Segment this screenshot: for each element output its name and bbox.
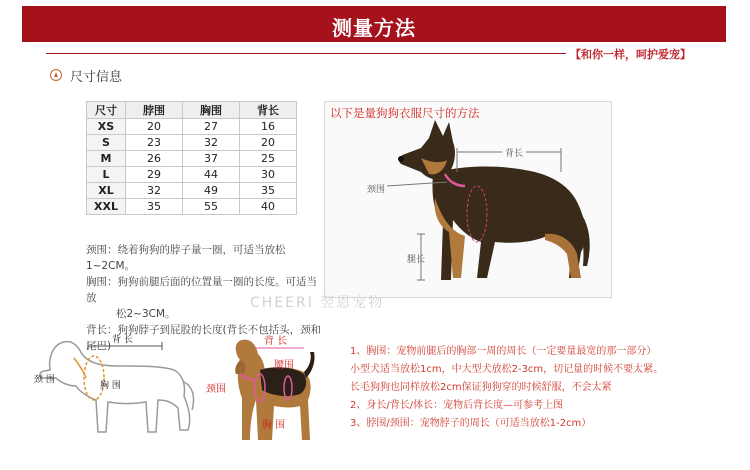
table-row	[87, 151, 297, 167]
instruction-neck: 3、脖围/颈围：宠物脖子的周长（可适当放松1-2cm）	[350, 418, 592, 429]
table-header-cell: 背长	[240, 102, 297, 119]
table-cell: 32	[126, 183, 183, 199]
back-length-label: 背长	[502, 146, 526, 159]
table-cell: 27	[183, 119, 240, 135]
photo-waist-label: 腰围	[274, 360, 294, 371]
dog-photo-diagram	[200, 330, 330, 448]
table-cell: L	[87, 167, 126, 183]
photo-neck-label: 颈围	[206, 384, 226, 395]
table-row	[87, 135, 297, 151]
outline-neck-label: 颈 围	[34, 375, 55, 385]
shepherd-dog-illustration	[325, 102, 611, 297]
header-divider	[46, 53, 566, 54]
instruction-chest: 1、胸围：宠物前腿后的胸部一周的周长（一定要量最宽的那一部分）	[350, 346, 657, 357]
table-cell: 16	[240, 119, 297, 135]
note-chest: 胸围：狗狗前腿后面的位置量一圈的长度。可适当放	[86, 276, 317, 304]
outline-back-label: 背 长	[112, 335, 133, 345]
table-cell: 40	[240, 199, 297, 215]
note-back: 背长：狗狗脖子到屁股的长度(背长不包括头，颈和尾巴)	[86, 324, 322, 352]
table-cell: XL	[87, 183, 126, 199]
table-row	[87, 119, 297, 135]
table-row	[87, 199, 297, 215]
table-row	[87, 183, 297, 199]
outline-chest-label: 胸 围	[100, 381, 121, 391]
table-cell: M	[87, 151, 126, 167]
table-header-cell: 胸围	[183, 102, 240, 119]
page-title: 测量方法	[332, 16, 416, 40]
leg-length-label: 腿长	[407, 255, 426, 265]
table-cell: XS	[87, 119, 126, 135]
reference-title: 以下是量狗狗衣服尺寸的方法	[330, 106, 480, 120]
table-cell: 35	[126, 199, 183, 215]
table-header-row	[87, 102, 297, 119]
table-cell: 49	[183, 183, 240, 199]
table-header-cell: 尺寸	[87, 102, 126, 119]
table-cell: 55	[183, 199, 240, 215]
slogan: 【和你一样，呵护爱宠】	[570, 48, 691, 61]
table-cell: 26	[126, 151, 183, 167]
table-cell: 30	[240, 167, 297, 183]
table-cell: S	[87, 135, 126, 151]
reference-photo	[324, 101, 612, 298]
note-neck: 颈围：绕着狗狗的脖子量一圈，可适当放松1~2CM。	[86, 244, 286, 272]
section-title: 尺寸信息	[70, 70, 123, 85]
photo-back-label: 背 长	[264, 336, 288, 347]
neck-label: 颈围	[367, 185, 386, 195]
measurement-instructions	[350, 343, 740, 433]
table-cell: 37	[183, 151, 240, 167]
table-cell: 20	[240, 135, 297, 151]
section-icon	[50, 69, 62, 81]
dog-outline-diagram	[28, 322, 198, 440]
photo-chest-label: 胸 围	[262, 420, 286, 431]
instruction-back: 2、身长/背长/体长：宠物后背长度—可参考上图	[350, 400, 564, 411]
table-cell: XXL	[87, 199, 126, 215]
note-chest-cont: 松2~3CM。	[116, 308, 176, 320]
instruction-chest-long-hair: 长毛狗狗也同样放松2cm保证狗狗穿的时候舒服，不会太紧	[350, 382, 612, 393]
table-cell: 29	[126, 167, 183, 183]
table-cell: 23	[126, 135, 183, 151]
table-row	[87, 167, 297, 183]
instruction-chest-small: 小型犬适当放松1cm，中大型犬放松2-3cm，切记量的时候不要太紧。	[350, 364, 664, 375]
table-cell: 20	[126, 119, 183, 135]
table-cell: 25	[240, 151, 297, 167]
table-cell: 32	[183, 135, 240, 151]
table-cell: 35	[240, 183, 297, 199]
table-header-cell: 脖围	[126, 102, 183, 119]
watermark: CHEERI 翌恩宠物	[250, 295, 385, 311]
table-cell: 44	[183, 167, 240, 183]
size-table	[86, 101, 297, 215]
header-banner	[22, 6, 726, 42]
